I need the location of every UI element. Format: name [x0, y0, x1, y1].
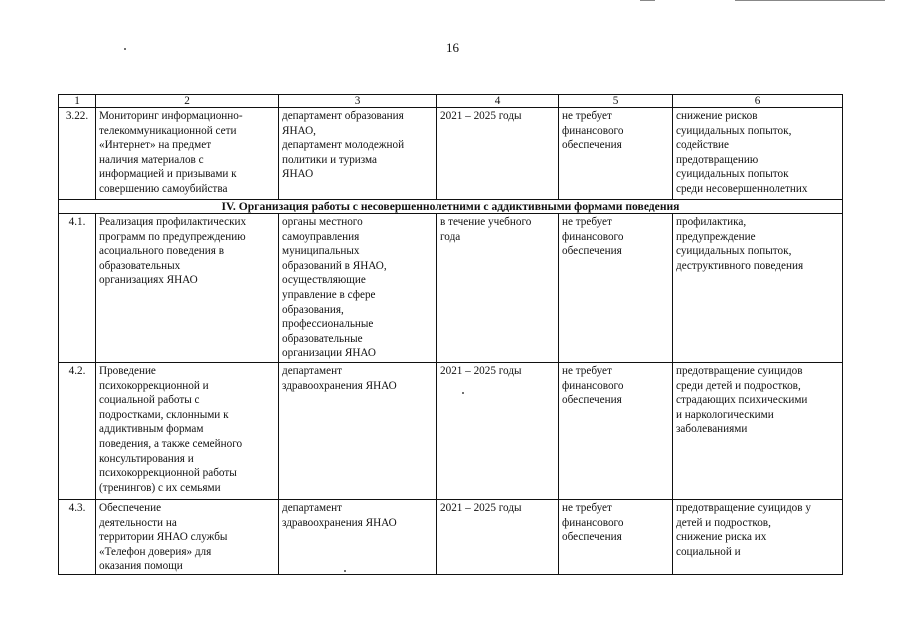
term-cell: 2021 – 2025 годы — [437, 108, 559, 200]
funding-cell: не требует финансового обеспечения — [559, 108, 673, 200]
executor-cell: департамент здравоохранения ЯНАО — [279, 500, 437, 575]
scan-edge-mark — [640, 0, 655, 1]
executor-cell: департамент образования ЯНАО, департамент молодежной политики и туризма ЯНАО — [279, 108, 437, 200]
row-number: 4.1. — [59, 214, 96, 363]
table-row — [59, 363, 843, 500]
result-cell: предотвращение суицидов у детей и подростков, снижение риска их социальной и — [673, 500, 843, 575]
result-cell: профилактика, предупреждение суицидальных попыток, деструктивного поведения — [673, 214, 843, 363]
result-cell: снижение рисков суицидальных попыток, содействие предотвращению суицидальных попыток среди несовершеннолетних — [673, 108, 843, 200]
term-cell: 2021 – 2025 годы — [437, 500, 559, 575]
table-row — [59, 108, 843, 200]
section-row — [59, 200, 843, 214]
row-number: 4.2. — [59, 363, 96, 500]
table-row — [59, 214, 843, 363]
column-header: 1 — [59, 95, 96, 108]
funding-cell: не требует финансового обеспечения — [559, 363, 673, 500]
executor-cell: органы местного самоуправления муниципальных образований в ЯНАО, осуществляющие управление в сфере образования, профессиональные образовательные организации ЯНАО — [279, 214, 437, 363]
activity-cell: Обеспечение деятельности на территории ЯНАО службы «Телефон доверия» для оказания помощи — [96, 500, 279, 575]
measures-table — [58, 94, 843, 575]
column-header: 5 — [559, 95, 673, 108]
column-header: 3 — [279, 95, 437, 108]
term-cell: в течение учебного года — [437, 214, 559, 363]
term-cell: 2021 – 2025 годы — [437, 363, 559, 500]
row-number: 3.22. — [59, 108, 96, 200]
page-number: 16 — [446, 40, 459, 55]
table-header-row — [59, 95, 843, 108]
column-header: 2 — [96, 95, 279, 108]
scan-edge-mark — [735, 0, 885, 1]
row-number: 4.3. — [59, 500, 96, 575]
result-cell: предотвращение суицидов среди детей и подростков, страдающих психическими и наркологическими заболеваниями — [673, 363, 843, 500]
activity-cell: Реализация профилактических программ по предупреждению асоциального поведения в образовательных организациях ЯНАО — [96, 214, 279, 363]
activity-cell: Мониторинг информационно- телекоммуникационной сети «Интернет» на предмет наличия материалов с информацией и призывами к совершению самоубийства — [96, 108, 279, 200]
executor-cell: департамент здравоохранения ЯНАО — [279, 363, 437, 500]
section-title: IV. Организация работы с несовершеннолетними с аддиктивными формами поведения — [59, 200, 843, 214]
table-row — [59, 500, 843, 575]
column-header: 4 — [437, 95, 559, 108]
column-header: 6 — [673, 95, 843, 108]
funding-cell: не требует финансового обеспечения — [559, 214, 673, 363]
activity-cell: Проведение психокоррекционной и социальной работы с подростками, склонными к аддиктивным формам поведения, а также семейного консультирования и психокоррекционной работы (тренингов) с их семьями — [96, 363, 279, 500]
funding-cell: не требует финансового обеспечения — [559, 500, 673, 575]
